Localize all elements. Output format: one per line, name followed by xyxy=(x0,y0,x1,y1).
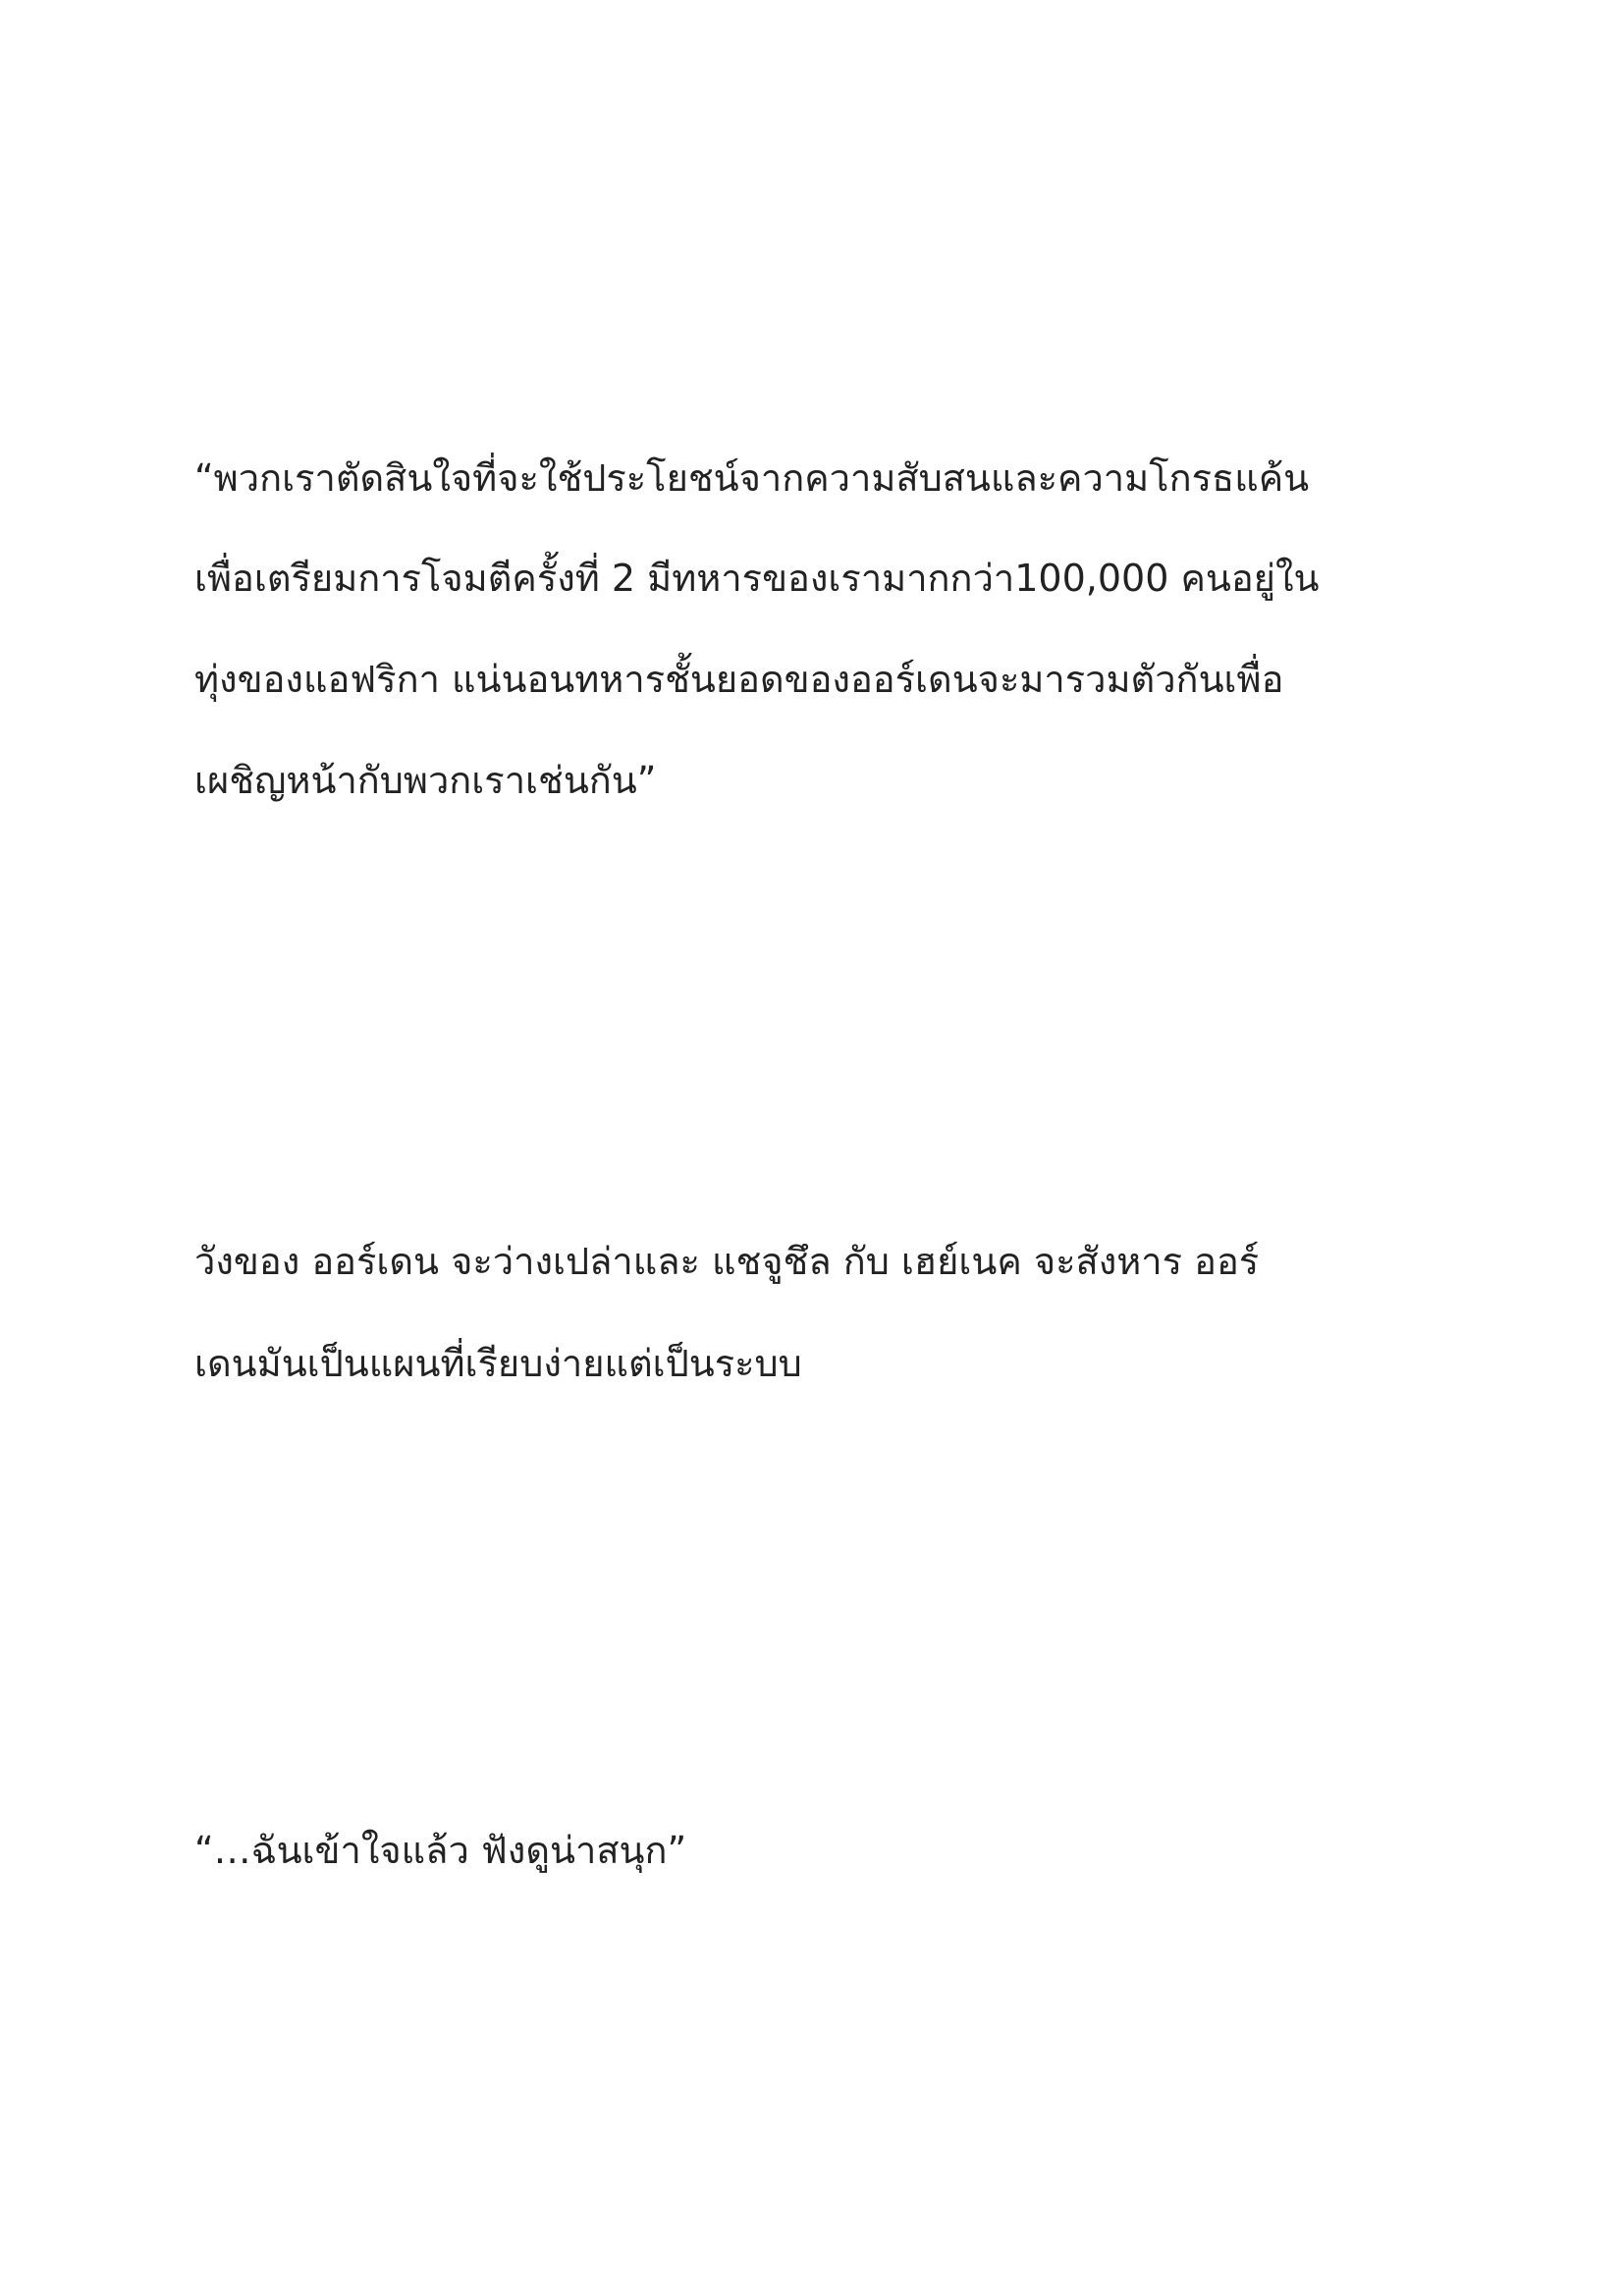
text-line: เดนมันเป็นแผนที่เรียบง่ายแต่เป็นระบบ xyxy=(194,1342,802,1385)
text-line: “…ฉันเข้าใจแล้ว ฟังดูน่าสนุก” xyxy=(194,1829,687,1872)
text-line: เผชิญหน้ากับพวกเราเช่นกัน” xyxy=(194,759,657,802)
text-line: เพื่อเตรียมการโจมตีครั้งที่ 2 มีทหารของเรามากกว่า100,000 คนอยู่ใน xyxy=(194,557,1320,600)
text-line: วังของ ออร์เดน จะว่างเปล่าและ แชจูชึล กับ เฮย์เนค จะสังหาร ออร์ xyxy=(194,1240,1260,1283)
text-line: “พวกเราตัดสินใจที่จะใช้ประโยชน์จากความสับสนและความโกรธแค้น xyxy=(194,456,1310,500)
text-line: ทุ่งของแอฟริกา แน่นอนทหารชั้นยอดของออร์เดนจะมารวมตัวกันเพื่อ xyxy=(194,658,1284,701)
